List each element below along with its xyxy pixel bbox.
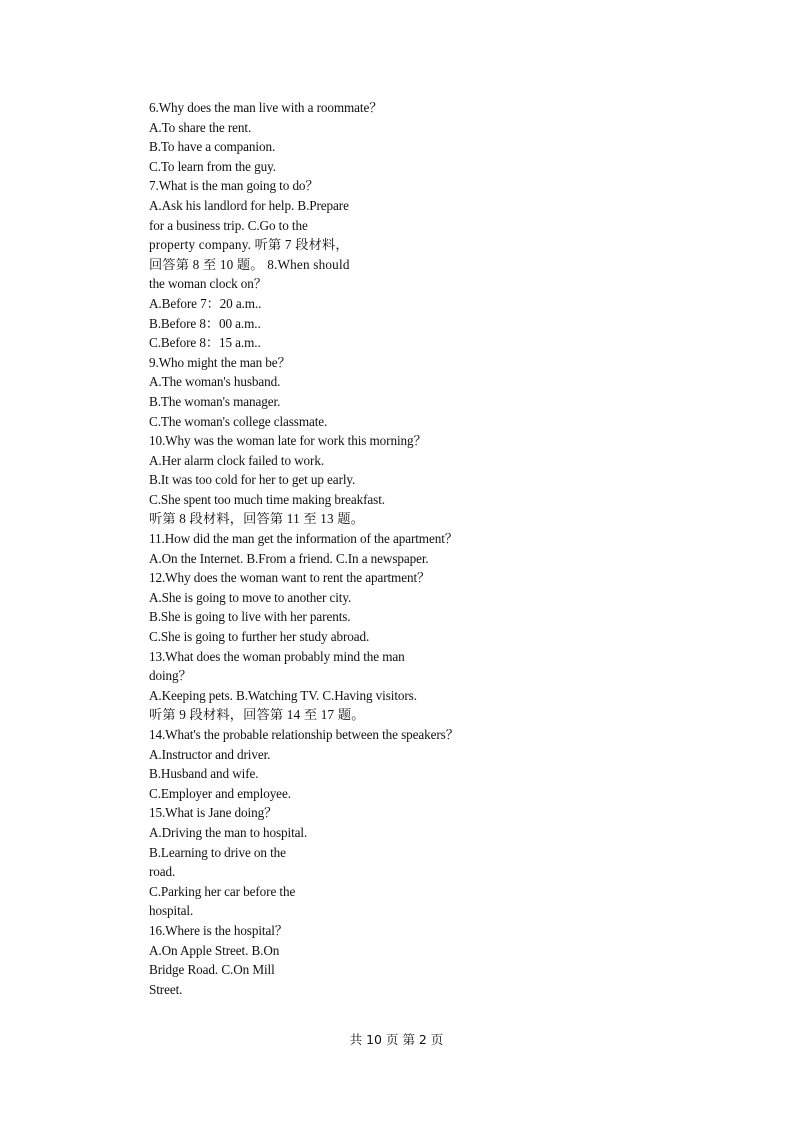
text-line: Street. bbox=[149, 981, 183, 997]
text-line: C.Before 8：15 a.m.. bbox=[149, 335, 261, 351]
text-line: B.Learning to drive on the bbox=[149, 844, 286, 860]
text-line: doing？ bbox=[149, 668, 192, 684]
text-line: 16.Where is the hospital？ bbox=[149, 922, 288, 938]
text-line: C.Employer and employee. bbox=[149, 785, 291, 801]
text-line: A.Her alarm clock failed to work. bbox=[149, 452, 325, 468]
text-line: A.Ask his landlord for help. B.Prepare bbox=[149, 197, 349, 213]
text-line: hospital. bbox=[149, 903, 194, 919]
text-line: 10.Why was the woman late for work this morning？ bbox=[149, 433, 427, 449]
text-line: Bridge Road. C.On Mill bbox=[149, 962, 275, 978]
text-line: A.On Apple Street. B.On bbox=[149, 942, 280, 958]
text-line: 9.Who might the man be？ bbox=[149, 354, 291, 370]
text-line: 14.What's the probable relationship between the speakers？ bbox=[149, 727, 459, 742]
text-line: A.Keeping pets. B.Watching TV. C.Having visitors. bbox=[149, 687, 417, 703]
text-line: B.Before 8：00 a.m.. bbox=[149, 315, 261, 331]
text-line: A.The woman's husband. bbox=[149, 374, 281, 390]
text-line: property company. 听第 7 段材料， bbox=[149, 237, 349, 253]
text-line: B.To have a companion. bbox=[149, 139, 276, 155]
text-line: 6.Why does the man live with a roommate？ bbox=[149, 100, 383, 115]
text-line: 11.How did the man get the information of the apartment？ bbox=[149, 531, 458, 547]
text-line: B.It was too cold for her to get up early. bbox=[149, 472, 356, 488]
text-line: 听第 9 段材料，回答第 14 至 17 题。 bbox=[149, 707, 365, 723]
text-line: 回答第 8 至 10 题。 8.When should bbox=[149, 256, 350, 272]
text-line: 7.What is the man going to do？ bbox=[149, 178, 319, 194]
text-line: 15.What is Jane doing？ bbox=[149, 805, 278, 821]
text-line: C.Parking her car before the bbox=[149, 883, 296, 899]
text-line: for a business trip. C.Go to the bbox=[149, 217, 308, 233]
text-line: A.Before 7：20 a.m.. bbox=[149, 295, 262, 311]
text-line: 13.What does the woman probably mind the man bbox=[149, 648, 405, 664]
text-line: C.She spent too much time making breakfast. bbox=[149, 491, 385, 507]
text-line: C.The woman's college classmate. bbox=[149, 413, 328, 429]
text-line: A.Instructor and driver. bbox=[149, 746, 271, 762]
text-line: B.She is going to live with her parents. bbox=[149, 609, 351, 625]
text-line: A.Driving the man to hospital. bbox=[149, 824, 308, 840]
text-line: B.The woman's manager. bbox=[149, 393, 281, 409]
text-line: 12.Why does the woman want to rent the apartment？ bbox=[149, 570, 431, 586]
text-line: road. bbox=[149, 864, 176, 880]
text-line: A.To share the rent. bbox=[149, 119, 252, 135]
text-line: B.Husband and wife. bbox=[149, 766, 259, 782]
text-line: the woman clock on？ bbox=[149, 276, 267, 292]
text-line: 听第 8 段材料，回答第 11 至 13 题。 bbox=[149, 511, 365, 527]
text-line: C.To learn from the guy. bbox=[149, 158, 276, 174]
question-text-block bbox=[149, 98, 549, 999]
text-line: C.She is going to further her study abroad. bbox=[149, 629, 370, 645]
page-footer: 共 10 页 第 2 页 bbox=[349, 1032, 444, 1047]
text-line: A.On the Internet. B.From a friend. C.In a newspaper. bbox=[149, 550, 429, 566]
text-line: A.She is going to move to another city. bbox=[149, 589, 352, 605]
